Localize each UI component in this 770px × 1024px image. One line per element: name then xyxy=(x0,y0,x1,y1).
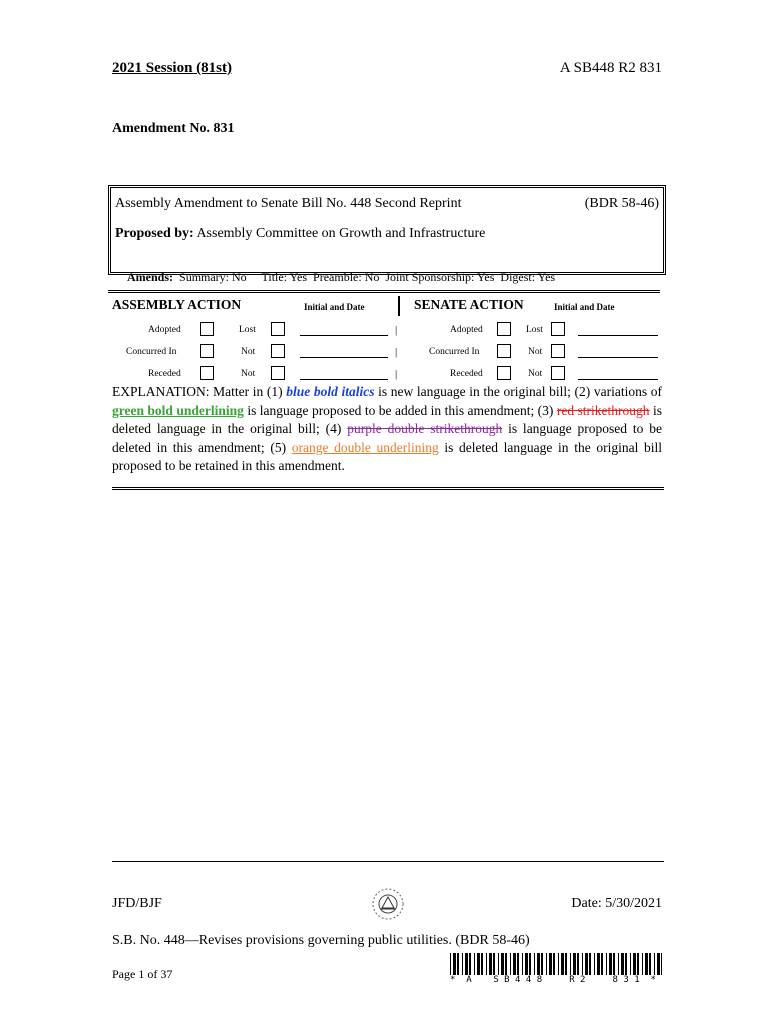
barcode-bar xyxy=(501,953,504,975)
state-seal-icon xyxy=(370,884,406,924)
barcode-bar xyxy=(474,953,475,975)
action-divider xyxy=(398,296,400,316)
senate-lost-checkbox[interactable] xyxy=(551,322,565,336)
assembly-initial-line[interactable] xyxy=(300,335,388,336)
barcode-bar xyxy=(606,953,607,975)
explanation-text: is new language in the original bill; (2) variations of xyxy=(374,384,662,399)
pipe-separator: | xyxy=(395,324,398,336)
senate-not-checkbox[interactable] xyxy=(551,344,565,358)
assembly-not-label: Not xyxy=(241,369,256,379)
barcode-bar xyxy=(570,953,571,975)
barcode-bar xyxy=(481,953,483,975)
barcode-bar xyxy=(558,953,559,975)
barcode-bar xyxy=(477,953,480,975)
amends-label: Amends: xyxy=(127,270,174,284)
barcode-bar xyxy=(642,953,643,975)
senate-not-label: Not xyxy=(528,369,543,379)
barcode-bar xyxy=(505,953,507,975)
assembly-adopted-label: Adopted xyxy=(148,325,181,335)
barcode-bar xyxy=(637,953,639,975)
footer-rule xyxy=(112,861,664,862)
assembly-concurred-checkbox[interactable] xyxy=(200,344,214,358)
pipe-separator: | xyxy=(395,368,398,380)
senate-adopted-checkbox[interactable] xyxy=(497,322,511,336)
assembly-not-label: Not xyxy=(241,347,256,357)
action-box xyxy=(108,290,660,385)
assembly-action-title: ASSEMBLY ACTION xyxy=(112,297,242,312)
assembly-initial-line[interactable] xyxy=(300,357,388,358)
barcode-bar xyxy=(573,953,576,975)
barcode-bar xyxy=(493,953,495,975)
barcode-bar xyxy=(609,953,612,975)
barcode-bar xyxy=(577,953,579,975)
blue-bold-italics-sample: blue bold italics xyxy=(286,384,375,399)
amends-value: Summary: No Title: Yes Preamble: No Joint Sponsorship: Yes Digest: Yes xyxy=(179,270,556,284)
barcode-bar xyxy=(661,953,662,975)
explanation-text: is deleted language in the original bill proposed to be retained in this amendment. xyxy=(112,439,662,473)
barcode-bar xyxy=(645,953,648,975)
explanation-paragraph xyxy=(112,383,662,476)
explanation-text: EXPLANATION: Matter in (1) xyxy=(112,384,287,399)
barcode-bar xyxy=(489,953,492,975)
assembly-not-checkbox[interactable] xyxy=(271,366,285,380)
barcode-bar xyxy=(657,953,660,975)
barcode-bar xyxy=(585,953,588,975)
proposed-by-row xyxy=(115,226,659,242)
barcode-bar xyxy=(621,953,624,975)
barcode-bar xyxy=(549,953,552,975)
session-label: 2021 Session (81st) xyxy=(112,60,233,76)
barcode-bar xyxy=(486,953,487,975)
barcode-bar xyxy=(510,953,511,975)
senate-adopted-label: Adopted xyxy=(450,325,483,335)
senate-not-checkbox[interactable] xyxy=(551,366,565,380)
barcode-bar xyxy=(601,953,603,975)
barcode-bar xyxy=(654,953,655,975)
assembly-lost-label: Lost xyxy=(239,325,256,335)
barcode-bar xyxy=(625,953,627,975)
barcode-bar xyxy=(582,953,583,975)
barcode-bar xyxy=(561,953,564,975)
barcode-bar xyxy=(546,953,547,975)
barcode-icon xyxy=(450,953,662,975)
orange-double-underline-sample: orange double underlining xyxy=(291,439,439,455)
red-strikethrough-sample: red strikethrough xyxy=(556,402,650,418)
amendment-number: Amendment No. 831 xyxy=(112,121,235,136)
senate-receded-label: Receded xyxy=(450,369,483,379)
bill-summary-line: S.B. No. 448—Revises provisions governing public utilities. (BDR 58-46) xyxy=(112,933,530,948)
barcode-bar xyxy=(541,953,543,975)
barcode-bar xyxy=(534,953,535,975)
barcode-text: * A S B 4 4 8 R 2 8 3 1 * xyxy=(450,975,656,985)
amendment-title-row xyxy=(115,196,659,212)
purple-double-strikethrough-sample: purple double strikethrough xyxy=(347,421,503,436)
barcode-bar xyxy=(513,953,516,975)
senate-concurred-label: Concurred In xyxy=(429,347,480,357)
senate-initial-line[interactable] xyxy=(578,357,658,358)
barcode-bar xyxy=(462,953,463,975)
barcode-bar xyxy=(522,953,523,975)
barcode-bar xyxy=(630,953,631,975)
amendment-title: Assembly Amendment to Senate Bill No. 448 Second Reprint xyxy=(115,196,462,211)
barcode-bar xyxy=(649,953,651,975)
barcode-bar xyxy=(613,953,615,975)
senate-lost-label: Lost xyxy=(526,325,543,335)
barcode-bar xyxy=(597,953,600,975)
barcode-bar xyxy=(589,953,591,975)
barcode-bar xyxy=(498,953,499,975)
barcode-bar xyxy=(565,953,567,975)
amendment-info-box xyxy=(108,185,666,284)
senate-initial-line[interactable] xyxy=(578,379,658,380)
senate-action-title: SENATE ACTION xyxy=(414,297,524,312)
green-underline-sample: green bold underlining xyxy=(112,402,244,418)
proposed-by-value: Assembly Committee on Growth and Infrastructure xyxy=(196,226,486,241)
barcode-bar xyxy=(529,953,531,975)
senate-receded-checkbox[interactable] xyxy=(497,366,511,380)
bill-id: A SB448 R2 831 xyxy=(559,60,662,76)
explanation-bottom-rule xyxy=(112,487,664,490)
barcode-bar xyxy=(553,953,555,975)
assembly-adopted-checkbox[interactable] xyxy=(200,322,214,336)
drafter-initials: JFD/BJF xyxy=(112,896,162,911)
explanation-text: is deleted language in the original bill; (4) xyxy=(112,402,662,436)
barcode-bar xyxy=(618,953,619,975)
assembly-initial-line[interactable] xyxy=(300,379,388,380)
explanation-text: is language proposed to be added in this amendment; (3) xyxy=(243,402,557,418)
barcode-bar xyxy=(469,953,471,975)
senate-not-label: Not xyxy=(528,347,543,357)
assembly-receded-checkbox[interactable] xyxy=(200,366,214,380)
amendment-date: Date: 5/30/2021 xyxy=(571,896,662,911)
barcode-bar xyxy=(465,953,468,975)
pipe-separator: | xyxy=(395,346,398,358)
senate-initial-label: Initial and Date xyxy=(554,302,615,312)
assembly-initial-label: Initial and Date xyxy=(304,302,365,312)
barcode-bar xyxy=(537,953,540,975)
senate-initial-line[interactable] xyxy=(578,335,658,336)
proposed-by-label: Proposed by: xyxy=(115,226,194,241)
page-number: Page 1 of 37 xyxy=(112,967,173,981)
assembly-lost-checkbox[interactable] xyxy=(271,322,285,336)
senate-concurred-checkbox[interactable] xyxy=(497,344,511,358)
barcode-bar xyxy=(457,953,459,975)
barcode-bar xyxy=(594,953,595,975)
barcode-bar xyxy=(453,953,456,975)
assembly-receded-label: Receded xyxy=(148,369,181,379)
barcode-bar xyxy=(525,953,528,975)
barcode-bar xyxy=(517,953,519,975)
barcode-bar xyxy=(633,953,636,975)
bdr-number: (BDR 58-46) xyxy=(584,196,659,211)
barcode-bar xyxy=(450,953,451,975)
assembly-concurred-label: Concurred In xyxy=(126,347,177,357)
explanation-text: is language proposed to be deleted in this amendment; (5) xyxy=(112,421,662,455)
assembly-not-checkbox[interactable] xyxy=(271,344,285,358)
